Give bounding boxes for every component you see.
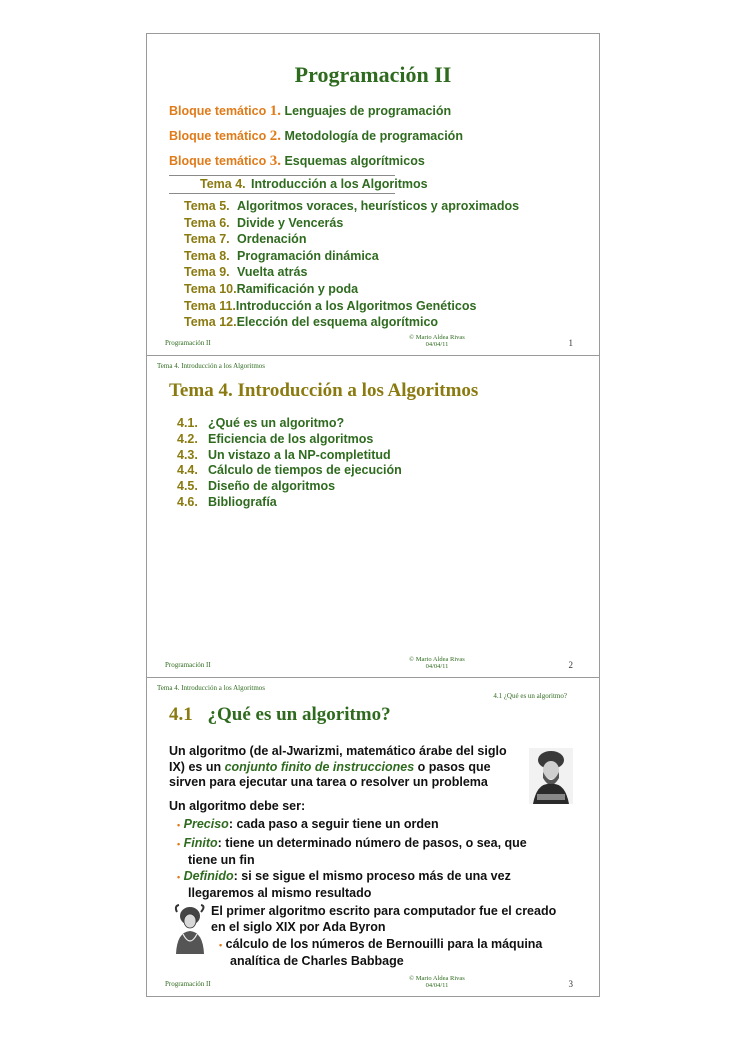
slide-3-title: 4.1 ¿Qué es un algoritmo? bbox=[169, 704, 391, 725]
bloque-1: Bloque temático 1. Lenguajes de programación bbox=[169, 103, 452, 119]
footer-course: Programación II bbox=[165, 339, 211, 347]
portrait-al-jwarizmi-icon bbox=[529, 748, 573, 804]
footer-page-number: 2 bbox=[568, 660, 573, 670]
debe-ser-heading: Un algoritmo debe ser: bbox=[169, 799, 306, 813]
divider-top bbox=[169, 175, 395, 176]
slide-header: Tema 4. Introducción a los Algoritmos bbox=[157, 684, 265, 692]
bernoulli-item: • cálculo de los números de Bernouilli para la máquina analítica de Charles Babbage bbox=[219, 937, 543, 968]
tema-item: Tema 10.Ramificación y poda bbox=[184, 282, 359, 296]
toc-item: 4.4. Cálculo de tiempos de ejecución bbox=[177, 463, 402, 477]
tema-item: Tema 12.Elección del esquema algorítmico bbox=[184, 315, 439, 329]
slide-1-title: Programación II bbox=[294, 62, 452, 87]
footer-author: © Mario Aldea Rivas 04/04/11 bbox=[409, 656, 465, 670]
bloque-2: Bloque temático 2. Metodología de programación bbox=[169, 128, 463, 144]
tema-item: Tema 8. Programación dinámica bbox=[184, 249, 379, 263]
property-item: • Definido: si se sigue el mismo proceso más de una vez llegaremos al mismo resultado bbox=[177, 869, 511, 900]
footer-course: Programación II bbox=[165, 661, 211, 669]
slide-3 bbox=[146, 677, 600, 997]
section-label: 4.1 ¿Qué es un algoritmo? bbox=[493, 692, 567, 700]
footer-author: © Mario Aldea Rivas 04/04/11 bbox=[409, 334, 465, 348]
property-item: • Finito: tiene un determinado número de pasos, o sea, que tiene un fin bbox=[177, 836, 527, 867]
toc-item: 4.2. Eficiencia de los algoritmos bbox=[177, 432, 374, 446]
divider-bottom bbox=[169, 193, 395, 194]
property-item: • Preciso: cada paso a seguir tiene un orden bbox=[177, 817, 439, 831]
tema-item: Tema 11.Introducción a los Algoritmos Genéticos bbox=[184, 299, 477, 313]
bullet-icon: • bbox=[219, 940, 223, 950]
slide-2-title: Tema 4. Introducción a los Algoritmos bbox=[169, 380, 479, 401]
footer-course: Programación II bbox=[165, 980, 211, 988]
footer-author: © Mario Aldea Rivas 04/04/11 bbox=[409, 975, 465, 989]
bullet-icon: • bbox=[177, 839, 181, 849]
current-tema: Tema 4. Introducción a los Algoritmos bbox=[200, 177, 428, 191]
footer-page-number: 1 bbox=[568, 338, 573, 348]
tema-item: Tema 7. Ordenación bbox=[184, 232, 307, 246]
footer-page-number: 3 bbox=[568, 979, 573, 989]
toc-item: 4.3. Un vistazo a la NP-completitud bbox=[177, 448, 391, 462]
slide-header: Tema 4. Introducción a los Algoritmos bbox=[157, 362, 265, 370]
toc-item: 4.1. ¿Qué es un algoritmo? bbox=[177, 416, 345, 430]
bullet-icon: • bbox=[177, 820, 181, 830]
portrait-ada-byron-icon bbox=[173, 904, 207, 954]
tema-item: Tema 6. Divide y Vencerás bbox=[184, 216, 344, 230]
bullet-icon: • bbox=[177, 872, 181, 882]
tema-item: Tema 5. Algoritmos voraces, heurísticos y aproximados bbox=[184, 199, 520, 213]
slide-1 bbox=[146, 33, 600, 355]
tema-item: Tema 9. Vuelta atrás bbox=[184, 265, 308, 279]
toc-item: 4.6. Bibliografía bbox=[177, 495, 277, 509]
intro-paragraph: Un algoritmo (de al-Jwarizmi, matemático árabe del siglo IX) es un conjunto finito de instrucciones o pasos que sirven para ejecutar una tarea o resolver un problema bbox=[169, 744, 507, 789]
bloque-3: Bloque temático 3. Esquemas algorítmicos bbox=[169, 153, 425, 169]
toc-item: 4.5. Diseño de algoritmos bbox=[177, 479, 336, 493]
slide-2 bbox=[146, 355, 600, 677]
ada-byron-paragraph: El primer algoritmo escrito para computador fue el creado en el siglo XIX por Ada Byron bbox=[211, 904, 557, 934]
